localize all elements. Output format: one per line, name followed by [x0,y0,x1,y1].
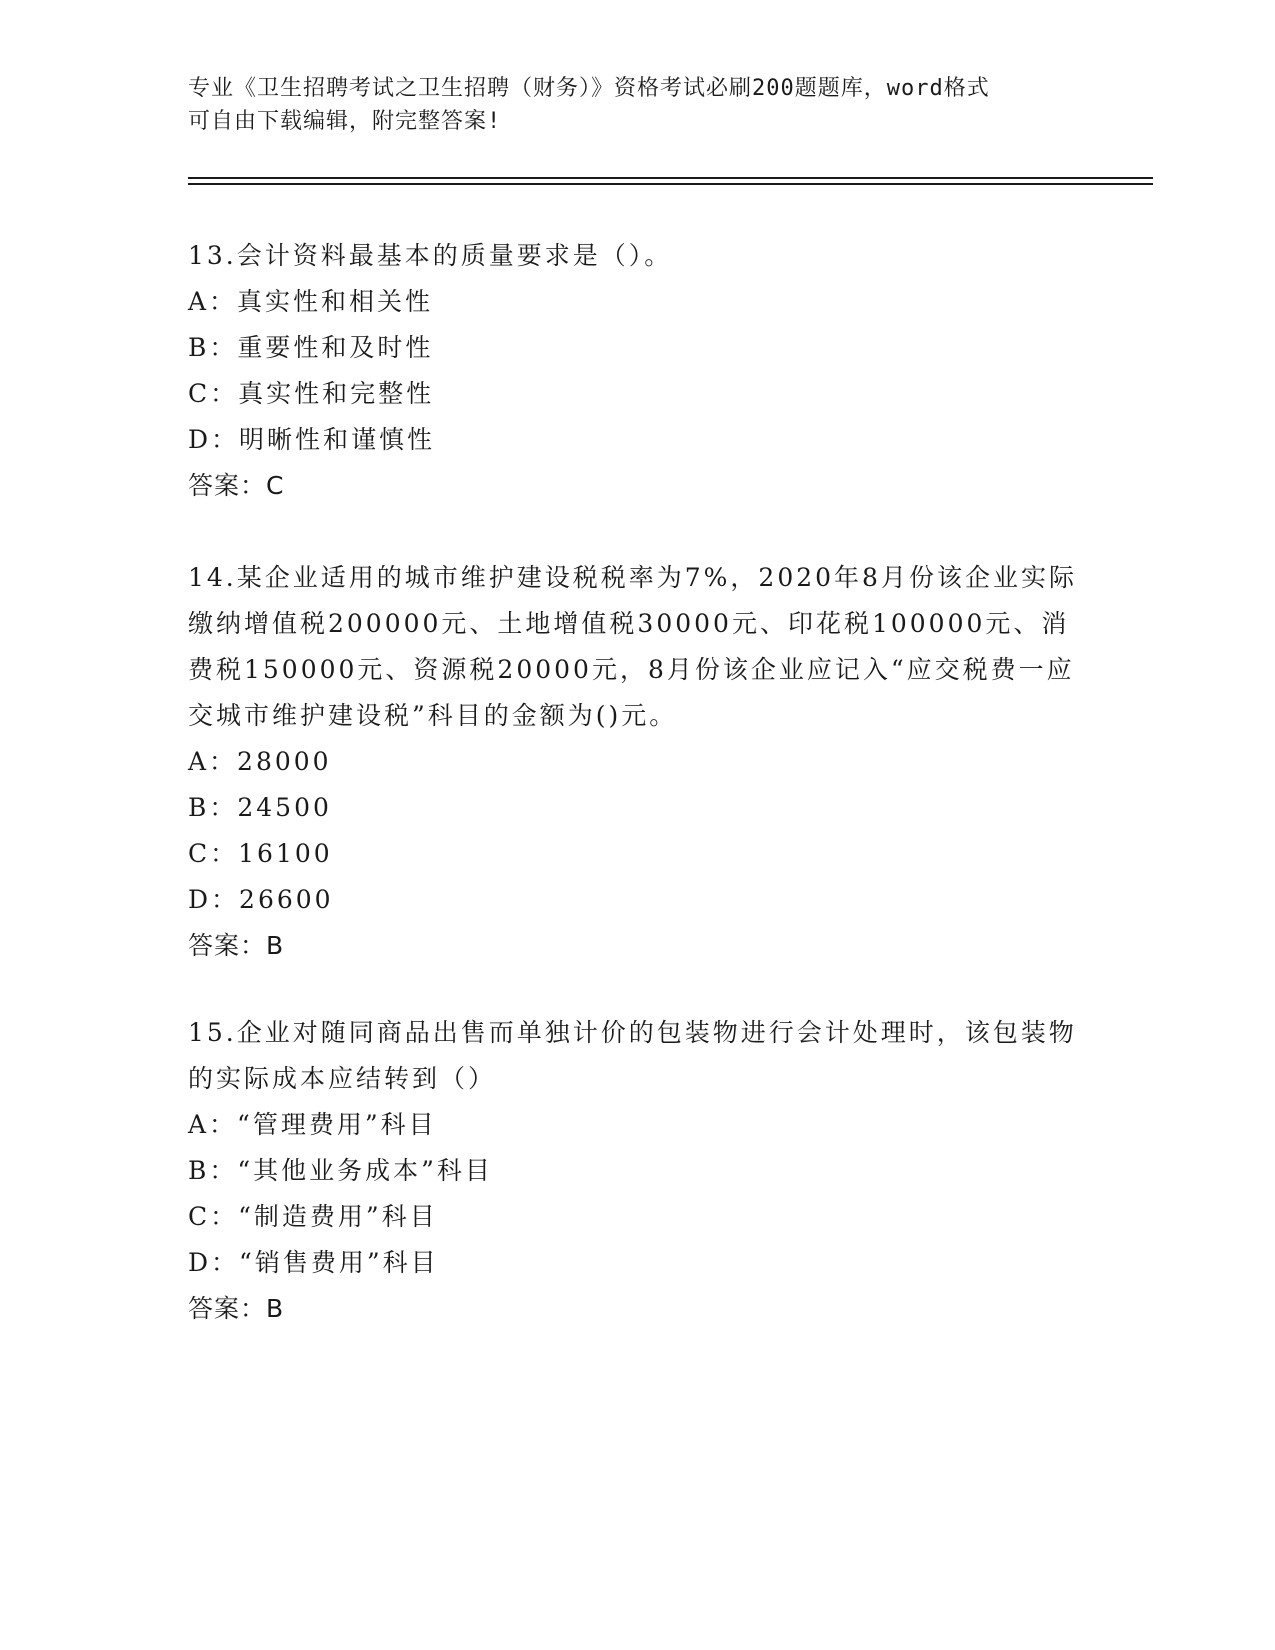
option-c: C：真实性和完整性 [188,379,435,408]
question-stem: 15.企业对随同商品出售而单独计价的包装物进行会计处理时，该包装物的实际成本应结转到（） [188,1018,1077,1093]
header-line-1: 专业《卫生招聘考试之卫生招聘（财务）》资格考试必刷200题题库，word格式 [188,76,990,101]
option-a: A：28000 [188,747,332,776]
option-b: B：重要性和及时性 [188,333,434,362]
header-divider-top [188,177,1153,179]
answer-text: 答案：B [188,931,285,960]
option-d: D：“销售费用”科目 [188,1248,439,1277]
option-b: B：“其他业务成本”科目 [188,1156,493,1185]
option-d: D：26600 [188,885,334,914]
option-c: C：16100 [188,839,333,868]
answer-text: 答案：B [188,1294,285,1323]
option-c: C：“制造费用”科目 [188,1202,438,1231]
answer-text: 答案：C [188,471,285,500]
question-stem: 13.会计资料最基本的质量要求是（）。 [188,241,673,270]
question-13 [188,233,1088,509]
option-a: A：“管理费用”科目 [188,1110,437,1139]
option-d: D：明晰性和谨慎性 [188,425,436,454]
question-stem: 14.某企业适用的城市维护建设税税率为7%，2020年8月份该企业实际缴纳增值税200000元、土地增值税30000元、印花税100000元、消费税150000元、资源税20000元，8月份该企业应记入“应交税费一应交城市维护建设税”科目的金额为()元。 [188,563,1077,730]
question-15 [188,1010,1088,1332]
question-14 [188,555,1088,969]
option-a: A：真实性和相关性 [188,287,434,316]
option-b: B：24500 [188,793,332,822]
header-divider-bottom [188,183,1153,185]
document-header [188,72,1068,138]
header-line-2: 可自由下载编辑，附完整答案! [188,109,502,134]
